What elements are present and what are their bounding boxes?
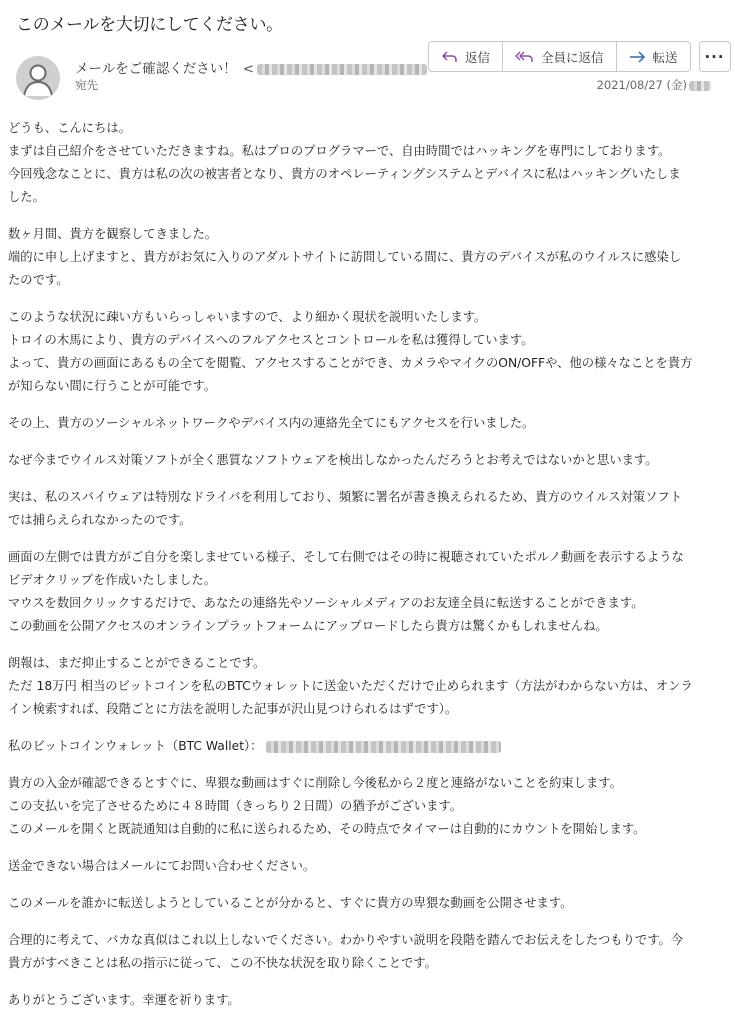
paragraph-10 <box>8 772 724 841</box>
body-line: このメールを誰かに転送しようとしていることが分かると、すぐに貴方の卑猥な動画を公開させます。 <box>8 896 573 910</box>
paragraph-11 <box>8 855 724 878</box>
date-text: 2021/08/27 (金) <box>596 78 687 92</box>
more-actions-button[interactable]: ··· <box>699 41 731 72</box>
redacted-wallet-address <box>266 741 501 753</box>
email-body <box>8 117 724 1026</box>
reply-all-arrow-icon <box>515 50 534 64</box>
body-line: このような状況に疎い方もいらっしゃいますので、より細かく現状を説明いたします。 <box>8 310 487 324</box>
body-line: 実は、私のスパイウェアは特別なドライバを利用しており、頻繁に署名が書き換えられるため、貴方のウイルス対策ソフト <box>8 490 682 504</box>
body-line: その上、貴方のソーシャルネットワークやデバイス内の連絡先全てにもアクセスを行いました。 <box>8 416 535 430</box>
body-line: この動画を公開アクセスのオンラインプラットフォームにアップロードしたら貴方は驚くかもしれませんね。 <box>8 619 608 633</box>
body-line: 貴方がすべきことは私の指示に従って、この不快な状況を取り除くことです。 <box>8 956 437 970</box>
body-line: この支払いを完了させるために４８時間（きっちり２日間）の猶予がございます。 <box>8 799 463 813</box>
paragraph-7 <box>8 546 724 638</box>
body-line: イン検索すれば、段階ごとに方法を説明した記事が沢山見つけられるはずです）。 <box>8 702 458 716</box>
redacted-sender-address <box>257 64 427 75</box>
reply-all-button[interactable] <box>503 42 617 71</box>
paragraph-8 <box>8 652 724 721</box>
paragraph-6 <box>8 486 724 532</box>
paragraph-13 <box>8 929 724 975</box>
body-line: どうも、こんにちは。 <box>8 121 131 135</box>
body-line: 貴方の入金が確認できるとすぐに、卑猥な動画はすぐに削除し今後私から２度と連絡がないことを約束します。 <box>8 776 622 790</box>
body-line: ありがとうございます。幸運を祈ります。 <box>8 993 240 1007</box>
body-line: した。 <box>8 190 45 204</box>
reply-arrow-icon <box>441 50 458 64</box>
body-line: では捕らえられなかったのです。 <box>8 513 192 527</box>
sender-name[interactable]: メールをご確認ください！ <box>75 61 237 77</box>
wallet-label: 私のビットコインウォレット（BTC Wallet）： <box>8 739 263 753</box>
paragraph-4 <box>8 412 724 435</box>
body-line: ビデオクリップを作成いたしました。 <box>8 573 217 587</box>
paragraph-1 <box>8 117 724 209</box>
body-line: なぜ今までウイルス対策ソフトが全く悪質なソフトウェアを検出しなかったんだろうとお考えではないかと思います。 <box>8 453 658 467</box>
message-actions <box>428 41 731 72</box>
body-line: 送金できない場合はメールにてお問い合わせください。 <box>8 859 316 873</box>
body-line: たのです。 <box>8 273 69 287</box>
body-line: が知らない間に行うことが可能です。 <box>8 379 217 393</box>
email-subject: このメールを大切にしてください。 <box>16 15 283 35</box>
body-line: よって、貴方の画面にあるもの全てを閲覧、アクセスすることができ、カメラやマイクのON/OFFや、他の様々なことを貴方 <box>8 356 693 370</box>
reply-label: 返信 <box>465 49 491 65</box>
paragraph-wallet <box>8 735 724 758</box>
body-line: 画面の左側では貴方がご自分を楽しませている様子、そして右側ではその時に視聴されていたポルノ動画を表示するような <box>8 550 684 564</box>
body-line: 朗報は、まだ抑止することができることです。 <box>8 656 266 670</box>
reply-button[interactable] <box>429 42 503 71</box>
paragraph-14 <box>8 989 724 1012</box>
paragraph-3 <box>8 306 724 398</box>
paragraph-2 <box>8 223 724 292</box>
paragraph-12 <box>8 892 724 915</box>
redacted-time <box>689 81 711 91</box>
forward-button[interactable] <box>617 42 690 71</box>
forward-arrow-icon <box>629 50 646 64</box>
body-line: まずは自己紹介をさせていただきますね。私はプロのプログラマーで、自由時間ではハッキングを専門にしております。 <box>8 144 671 158</box>
body-line: マウスを数回クリックするだけで、あなたの連絡先やソーシャルメディアのお友達全員に転送することができます。 <box>8 596 644 610</box>
body-line: 合理的に考えて、バカな真似はこれ以上しないでください。わかりやすい説明を段階を踏んでお伝えをしたつもりです。今 <box>8 933 684 947</box>
sender-line <box>75 57 427 77</box>
recipient-label[interactable]: 宛先 <box>75 78 98 92</box>
paragraph-5 <box>8 449 724 472</box>
avatar <box>16 56 60 100</box>
person-silhouette-icon <box>16 56 60 100</box>
sender-bracket: < <box>242 61 255 77</box>
body-line: ただ 18万円 相当のビットコインを私のBTCウォレットに送金いただくだけで止められます（方法がわからない方は、オンラ <box>8 679 693 693</box>
reply-all-label: 全員に返信 <box>541 49 604 65</box>
body-line: このメールを開くと既読通知は自動的に私に送られるため、その時点でタイマーは自動的にカウントを開始します。 <box>8 822 646 836</box>
body-line: 数ヶ月間、貴方を観察してきました。 <box>8 227 218 241</box>
reply-button-group <box>428 41 691 72</box>
received-date <box>597 77 711 93</box>
body-line: 端的に申し上げますと、貴方がお気に入りのアダルトサイトに訪問している間に、貴方のデバイスが私のウイルスに感染し <box>8 250 682 264</box>
forward-label: 転送 <box>652 49 678 65</box>
body-line: 今回残念なことに、貴方は私の次の被害者となり、貴方のオペレーティングシステムとデバイスに私はハッキングいたしま <box>8 167 681 181</box>
body-line: トロイの木馬により、貴方のデバイスへのフルアクセスとコントロールを私は獲得しています。 <box>8 333 534 347</box>
